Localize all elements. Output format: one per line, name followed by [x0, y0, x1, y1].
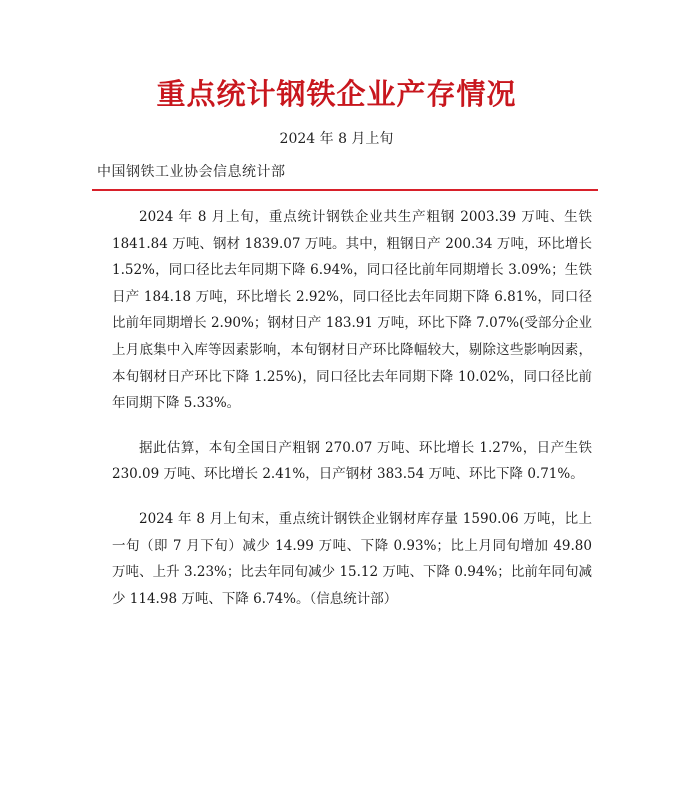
- paragraph-inventory: 2024 年 8 月上旬末，重点统计钢铁企业钢材库存量 1590.06 万吨，比上一旬（即 7 月下旬）减少 14.99 万吨、下降 0.93%；比上月同旬增加 49.80 万吨、上升 3.23%；比去年同旬减少 15.12 万吨、下降 0.94%；比前年同旬减少 114.98 万吨、下降 6.74%。（信息统计部）: [112, 510, 592, 607]
- paragraph-production: 2024 年 8 月上旬，重点统计钢铁企业共生产粗钢 2003.39 万吨、生铁 1841.84 万吨、钢材 1839.07 万吨。其中，粗钢日产 200.34 万吨，环比增长 1.52%，同口径比去年同期下降 6.94%，同口径比前年同期增长 3.09%；生铁日产 184.18 万吨，环比增长 2.92%，同口径比去年同期下降 6.81%，同口径比前年同期增长 2.90%；钢材日产 183.91 万吨，环比下降 7.07%(受部分企业上月底集中入库等因素影响，本旬钢材日产环比降幅较大，剔除这些影响因素，本旬钢材日产环比下降 1.25%)，同口径比去年同期下降 10.02%，同口径比前年同期下降 5.33%。: [112, 209, 592, 412]
- paragraph-national-estimate: 据此估算，本旬全国日产粗钢 270.07 万吨、环比增长 1.27%，日产生铁 230.09 万吨、环比增长 2.41%，日产钢材 383.54 万吨、环比下降 0.71%。: [112, 439, 592, 483]
- document-source: 中国钢铁工业协会信息统计部: [97, 164, 286, 180]
- document-date: 2024 年 8 月上旬: [279, 131, 394, 147]
- document-title: 重点统计钢铁企业产存情况: [156, 77, 517, 111]
- header-divider: [92, 189, 598, 191]
- document-body: [112, 204, 592, 630]
